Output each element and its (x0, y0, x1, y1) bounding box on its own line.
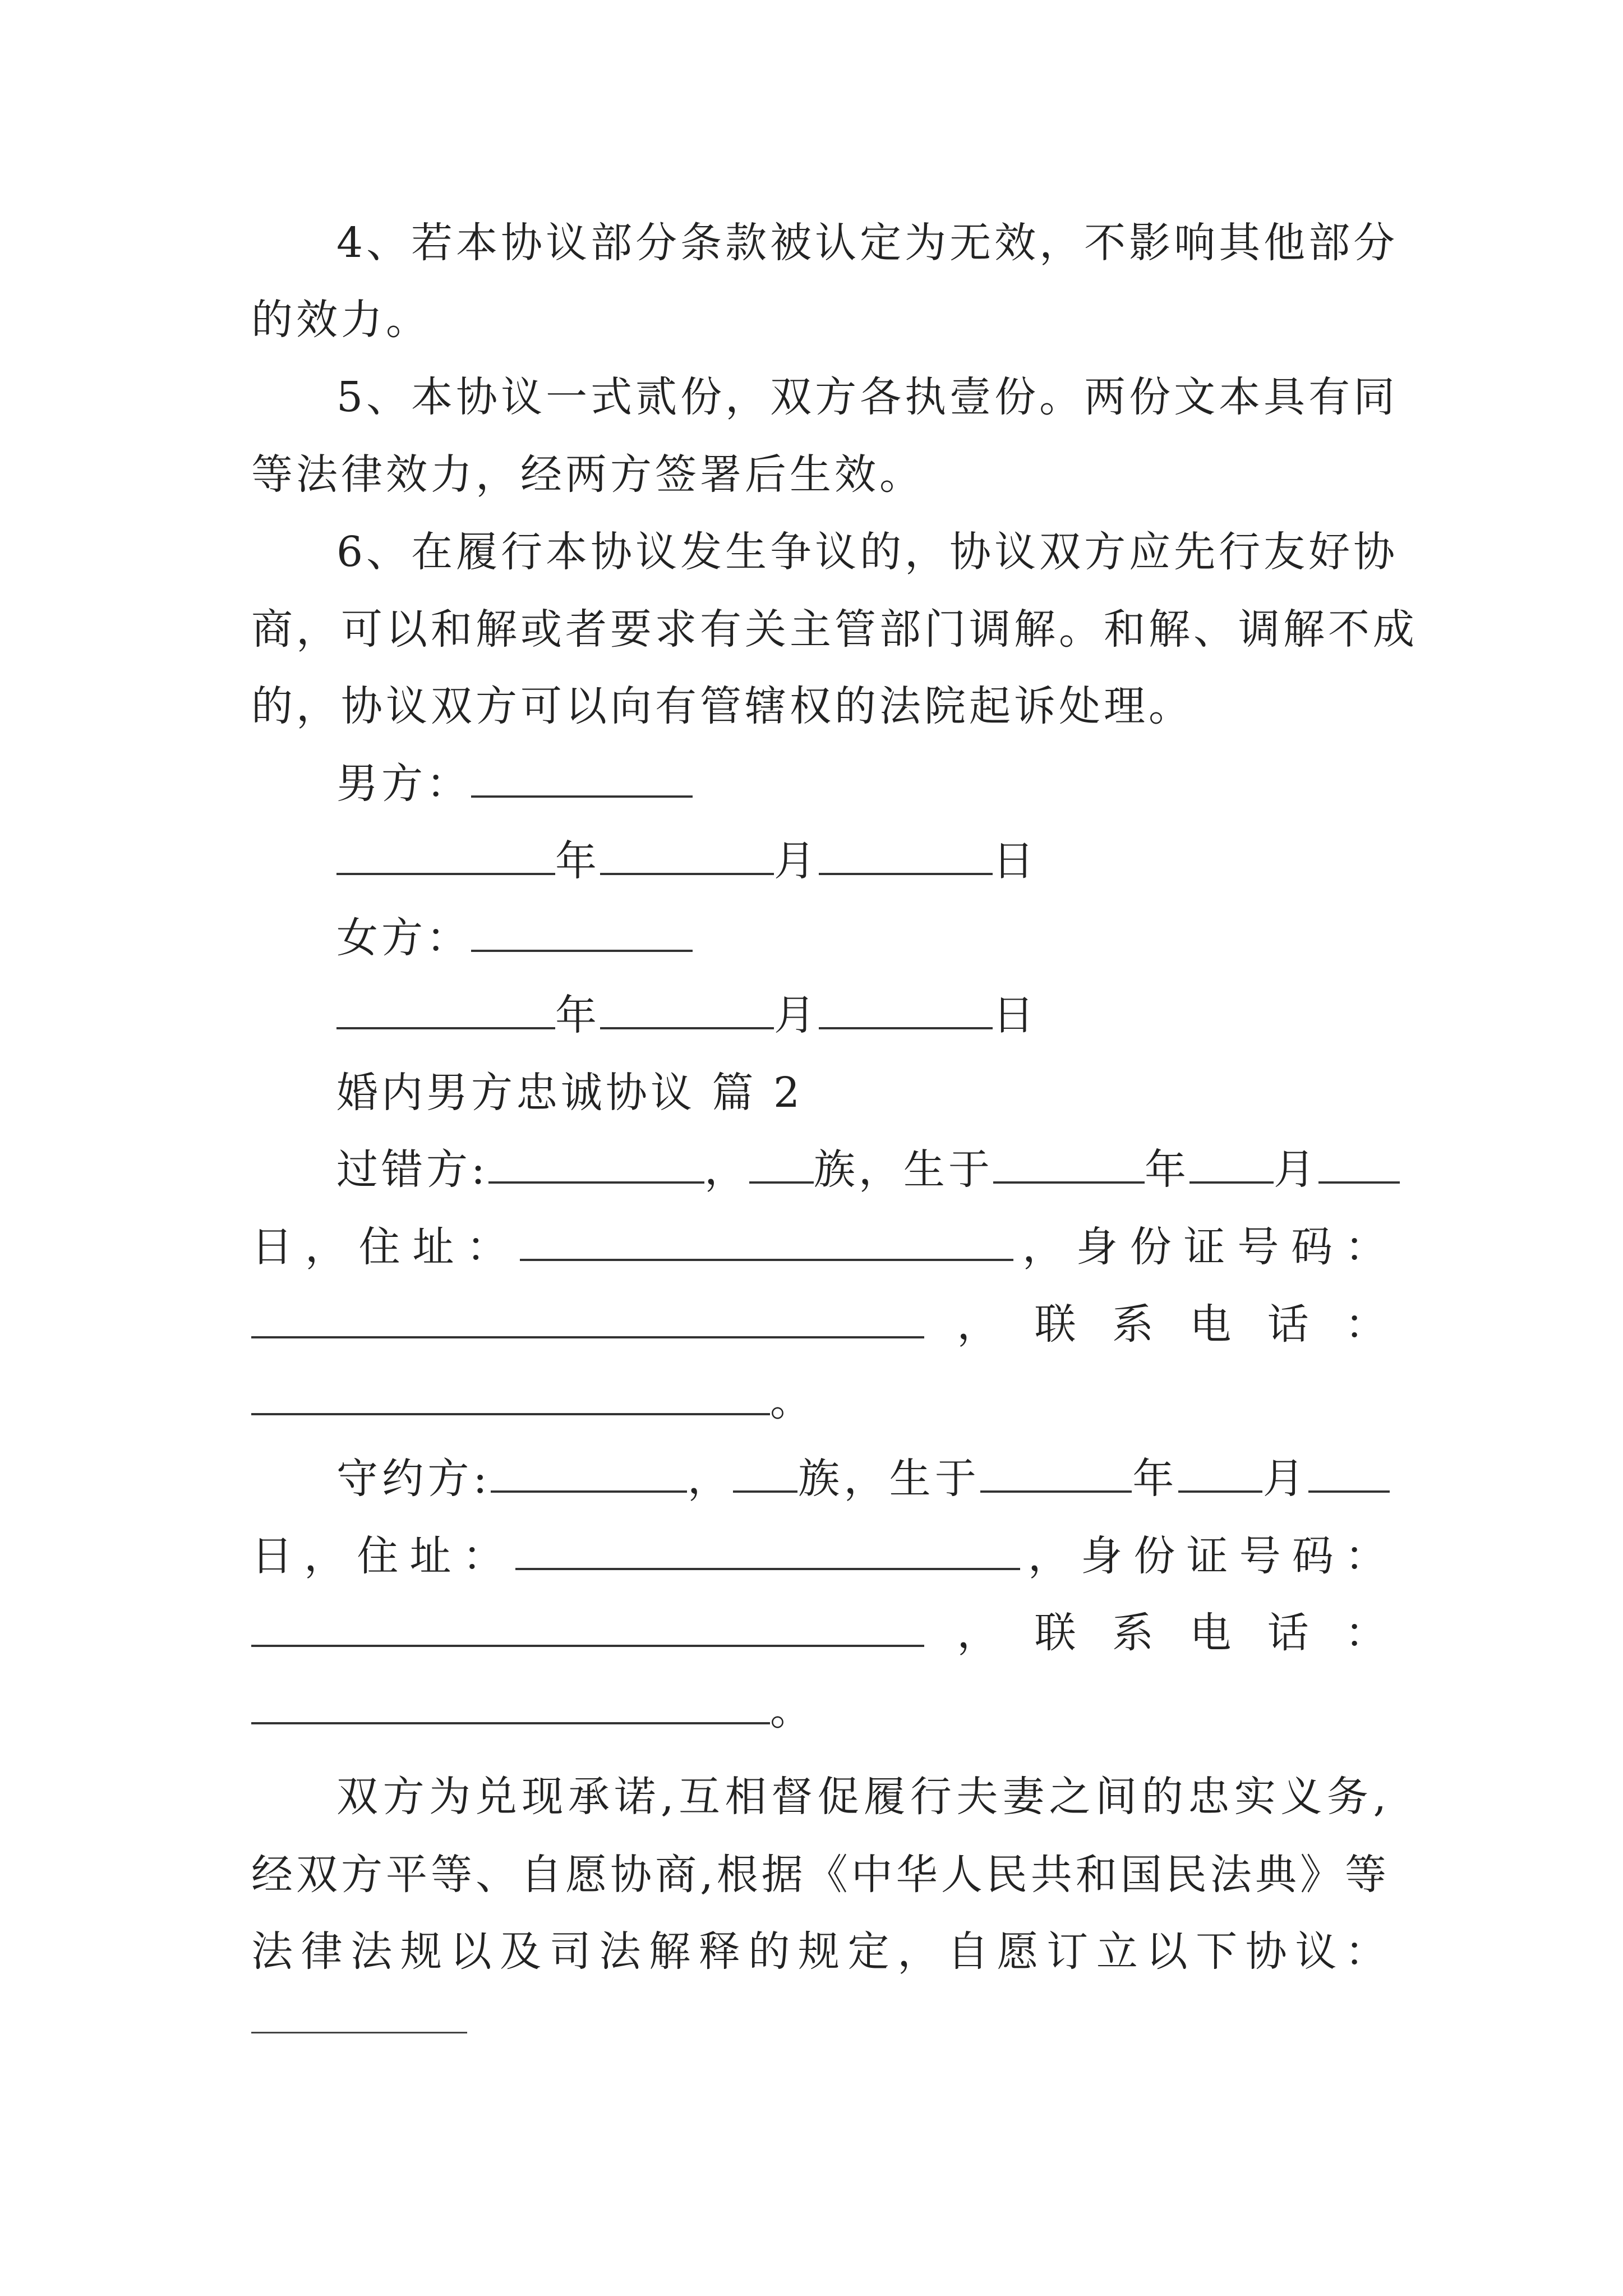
party-b-id-blank[interactable] (251, 1603, 924, 1647)
female-signature-line (336, 904, 1390, 972)
year-label: 年 (1132, 1455, 1178, 1503)
id-number-label: ，身份证号码： (1020, 1532, 1390, 1580)
section-title: 婚内男方忠诚协议 篇 2 (336, 1069, 804, 1117)
female-day-blank[interactable] (819, 986, 993, 1029)
male-year-blank[interactable] (336, 831, 555, 875)
month-label: 月 (774, 837, 819, 885)
period: 。 (770, 1377, 815, 1425)
footnote-separator (251, 2032, 467, 2033)
day-label: 日 (993, 991, 1038, 1039)
preamble-line-2: 经双方平等、自愿协商,根据《中华人民共和国民法典》等 (251, 1851, 1390, 1899)
clause-5-line-2: 等法律效力，经两方签署后生效。 (251, 450, 924, 499)
party-a-line-3 (251, 1291, 1390, 1358)
month-label: 月 (1262, 1455, 1308, 1503)
male-signature-line (336, 750, 1390, 817)
female-signature-blank[interactable] (471, 908, 693, 952)
ethnic-born-label: 族，生于 (797, 1455, 981, 1503)
party-b-phone-blank[interactable] (251, 1681, 770, 1724)
party-a-year-blank[interactable] (993, 1140, 1145, 1184)
period: 。 (770, 1686, 815, 1734)
clause-4-line-2: 的效力。 (251, 296, 431, 344)
male-month-blank[interactable] (600, 831, 774, 875)
party-b-name-blank[interactable] (491, 1449, 687, 1493)
year-label: 年 (555, 837, 600, 885)
party-b-label: 守约方: (336, 1455, 491, 1503)
party-b-line-3 (251, 1599, 1390, 1667)
male-signature-blank[interactable] (471, 754, 693, 798)
female-date-line (336, 982, 1390, 1049)
female-month-blank[interactable] (600, 986, 774, 1029)
phone-label: ，联系电话： (924, 1300, 1390, 1349)
preamble-line-1: 双方为兑现承诺,互相督促履行夫妻之间的忠实义务, (336, 1773, 1390, 1821)
male-day-blank[interactable] (819, 831, 993, 875)
party-a-address-blank[interactable] (520, 1217, 1013, 1261)
year-label: 年 (1144, 1145, 1189, 1194)
clause-5-line-1: 5、本协议一式贰份，双方各执壹份。两份文本具有同 (336, 373, 1399, 421)
party-a-name-blank[interactable] (488, 1140, 704, 1184)
male-date-line (336, 827, 1390, 895)
party-a-line-4 (251, 1368, 1390, 1435)
party-b-address-blank[interactable] (515, 1526, 1020, 1570)
clause-6-line-2: 商，可以和解或者要求有关主管部门调解。和解、调解不成 (251, 605, 1418, 654)
party-b-ethnic-blank[interactable] (733, 1449, 797, 1493)
party-a-label: 过错方: (336, 1145, 488, 1194)
clause-6-line-1: 6、在履行本协议发生争议的，协议双方应先行友好协 (336, 528, 1399, 576)
party-a-line-1 (336, 1136, 1390, 1203)
party-a-day-blank[interactable] (1318, 1140, 1400, 1184)
party-b-month-blank[interactable] (1178, 1449, 1262, 1493)
female-label: 女方： (336, 914, 471, 962)
phone-label: ，联系电话： (924, 1609, 1390, 1657)
party-a-month-blank[interactable] (1189, 1140, 1274, 1184)
clause-6-line-3: 的，协议双方可以向有管辖权的法院起诉处理。 (251, 682, 1193, 730)
year-label: 年 (555, 991, 600, 1039)
party-a-id-blank[interactable] (251, 1295, 924, 1338)
day-label: 日 (993, 837, 1038, 885)
party-b-line-1 (336, 1445, 1390, 1512)
party-b-line-2 (251, 1522, 1390, 1590)
address-label: 日，住址： (251, 1223, 520, 1271)
male-label: 男方： (336, 760, 471, 808)
party-a-phone-blank[interactable] (251, 1372, 770, 1415)
party-b-year-blank[interactable] (980, 1449, 1132, 1493)
month-label: 月 (774, 991, 819, 1039)
id-number-label: ，身份证号码： (1013, 1223, 1390, 1271)
month-label: 月 (1273, 1145, 1318, 1194)
comma: ， (704, 1145, 749, 1194)
party-a-ethnic-blank[interactable] (749, 1140, 814, 1184)
address-label: 日，住址： (251, 1532, 515, 1580)
ethnic-born-label: 族，生于 (813, 1145, 993, 1194)
comma: ， (686, 1455, 734, 1503)
party-a-line-2 (251, 1213, 1390, 1281)
party-b-day-blank[interactable] (1308, 1449, 1390, 1493)
party-b-line-4 (251, 1677, 1390, 1744)
female-year-blank[interactable] (336, 986, 555, 1029)
preamble-line-3: 法律法规以及司法解释的规定，自愿订立以下协议： (251, 1927, 1390, 1976)
clause-4-line-1: 4、若本协议部分条款被认定为无效，不影响其他部分 (336, 219, 1399, 267)
